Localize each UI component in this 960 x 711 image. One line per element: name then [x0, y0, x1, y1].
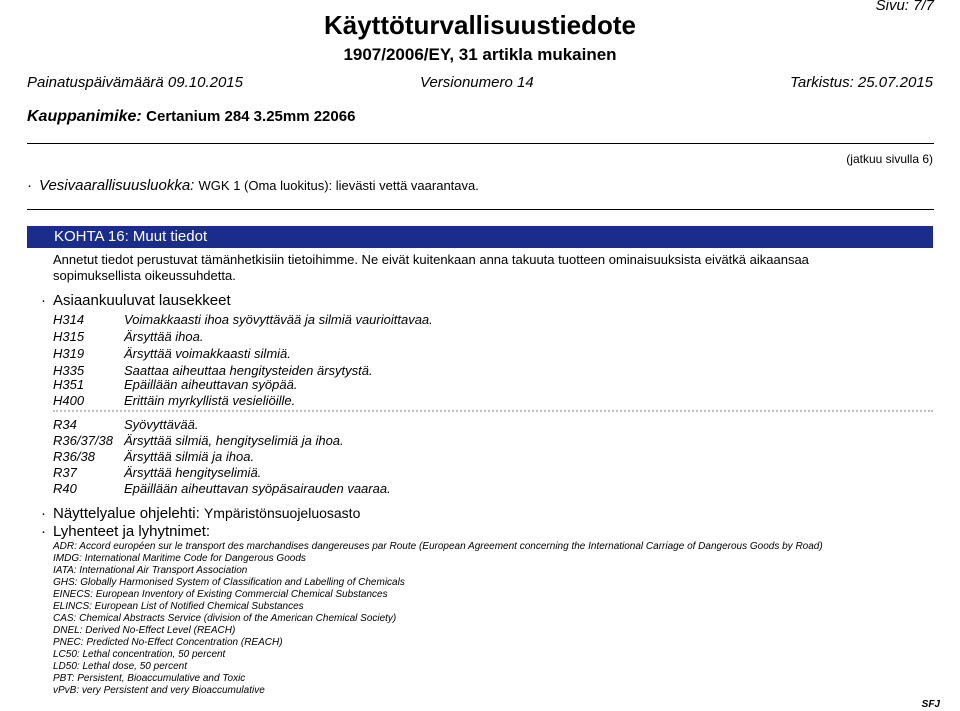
phrase-code: H351 [53, 377, 85, 392]
revision-date: Tarkistus: 25.07.2015 [790, 74, 933, 91]
exhibit-label: Näyttelyalue ohjelehti: [53, 505, 200, 522]
phrase-text: Ärsyttää hengityselimiä. [124, 465, 262, 480]
intro-line-1: Annetut tiedot perustuvat tämänhetkisiin tietoihimme. Ne eivät kuitenkaan anna takuuta tuotteen ominaisuuksista eivätkä aikaansaa [53, 252, 809, 267]
document-title: Käyttöturvallisuustiedote [323, 10, 637, 40]
phrase-text: Ärsyttää silmiä, hengityselimiä ja ihoa. [124, 433, 344, 448]
h-phrase-row [53, 311, 433, 328]
phrases-heading [41, 291, 231, 311]
abbreviation-item: GHS: Globally Harmonised System of Classification and Labelling of Chemicals [53, 577, 405, 588]
exhibit-value: Ympäristönsuojeluosasto [203, 505, 361, 521]
phrase-code: H314 [53, 312, 85, 327]
phrase-text: Epäillään aiheuttavan syöpää. [124, 377, 298, 392]
phrases-heading-label: Asiaankuuluvat lausekkeet [53, 292, 231, 309]
footer-code: SFJ [921, 699, 940, 710]
abbreviation-item: IATA: International Air Transport Association [53, 565, 248, 576]
h-phrase-row [53, 392, 295, 409]
abbreviation-item: vPvB: very Persistent and very Bioaccumulative [53, 685, 265, 696]
abbreviation-item: LC50: Lethal concentration, 50 percent [53, 649, 226, 660]
phrase-text: Saattaa aiheuttaa hengitysteiden ärsytystä. [124, 363, 373, 378]
phrase-code: R36/38 [53, 449, 95, 464]
phrase-text: Epäillään aiheuttavan syöpäsairauden vaaraa. [124, 481, 391, 496]
dotted-separator [53, 410, 933, 412]
abbreviation-item: LD50: Lethal dose, 50 percent [53, 661, 187, 672]
abbreviation-item: ELINCS: European List of Notified Chemical Substances [53, 601, 304, 612]
phrase-text: Ärsyttää silmiä ja ihoa. [124, 449, 255, 464]
r-phrase-row [53, 480, 391, 497]
phrase-code: R36/37/38 [53, 433, 113, 448]
header-divider [27, 143, 934, 144]
abbreviation-item: PNEC: Predicted No-Effect Concentration (REACH) [53, 637, 283, 648]
r-phrase-row [53, 464, 261, 481]
abbreviation-item: ADR: Accord européen sur le transport des marchandises dangereuses par Route (European Agreement concerning the International Carriage of Dangerous Goods by Road) [53, 541, 823, 552]
r-phrase-row [53, 416, 198, 433]
phrase-code: R37 [53, 465, 77, 480]
trade-name-label: Kauppanimike: [27, 108, 142, 125]
phrase-text: Ärsyttää ihoa. [124, 329, 204, 344]
phrase-code: R40 [53, 481, 77, 496]
intro-text [53, 252, 923, 284]
continued-note: (jatkuu sivulla 6) [846, 152, 933, 166]
trade-name-value: Certanium 284 3.25mm 22066 [146, 108, 356, 125]
section-16-header [27, 226, 933, 248]
wgk-label: Vesivaarallisuusluokka: [39, 177, 195, 194]
phrase-text: Syövyttävää. [124, 417, 199, 432]
intro-line-2: sopimuksellista oikeussuhdetta. [53, 268, 236, 283]
page-number: Sivu: 7/7 [875, 0, 934, 14]
r-phrase-row [53, 448, 254, 465]
phrase-code: H319 [53, 346, 85, 361]
abbreviation-item: DNEL: Derived No-Effect Level (REACH) [53, 625, 236, 636]
section-16-title: KOHTA 16: Muut tiedot [54, 228, 208, 245]
trade-name [27, 106, 355, 128]
document-subtitle: 1907/2006/EY, 31 artikla mukainen [343, 45, 617, 64]
abbreviations-heading [41, 522, 210, 542]
phrase-code: H335 [53, 363, 85, 378]
bullet-dot: · [27, 177, 32, 194]
h-phrase-row [53, 328, 204, 345]
section-divider [27, 209, 934, 210]
phrase-text: Ärsyttää voimakkaasti silmiä. [124, 346, 291, 361]
bullet-dot: · [41, 505, 46, 522]
bullet-dot: · [41, 523, 46, 540]
phrase-code: R34 [53, 417, 77, 432]
phrase-code: H315 [53, 329, 85, 344]
h-phrase-row [53, 345, 291, 362]
abbreviation-item: EINECS: European Inventory of Existing Commercial Chemical Substances [53, 589, 388, 600]
wgk-value: WGK 1 (Oma luokitus): lievästi vettä vaarantava. [198, 178, 479, 193]
r-phrase-row [53, 432, 344, 449]
abbreviation-item: PBT: Persistent, Bioaccumulative and Toxic [53, 673, 246, 684]
print-date: Painatuspäivämäärä 09.10.2015 [27, 74, 243, 91]
bullet-dot: · [41, 292, 46, 309]
abbreviation-item: IMDG: International Maritime Code for Dangerous Goods [53, 553, 306, 564]
abbreviations-label: Lyhenteet ja lyhytnimet: [53, 523, 211, 540]
water-hazard-class [27, 176, 479, 196]
abbreviation-item: CAS: Chemical Abstracts Service (division of the American Chemical Society) [53, 613, 397, 624]
exhibit-area [41, 503, 360, 524]
version-number: Versionumero 14 [420, 74, 534, 91]
h-phrase-row [53, 376, 297, 393]
phrase-text: Erittäin myrkyllistä vesieliöille. [124, 393, 296, 408]
phrase-code: H400 [53, 393, 85, 408]
phrase-text: Voimakkaasti ihoa syövyttävää ja silmiä vaurioittavaa. [124, 312, 433, 327]
